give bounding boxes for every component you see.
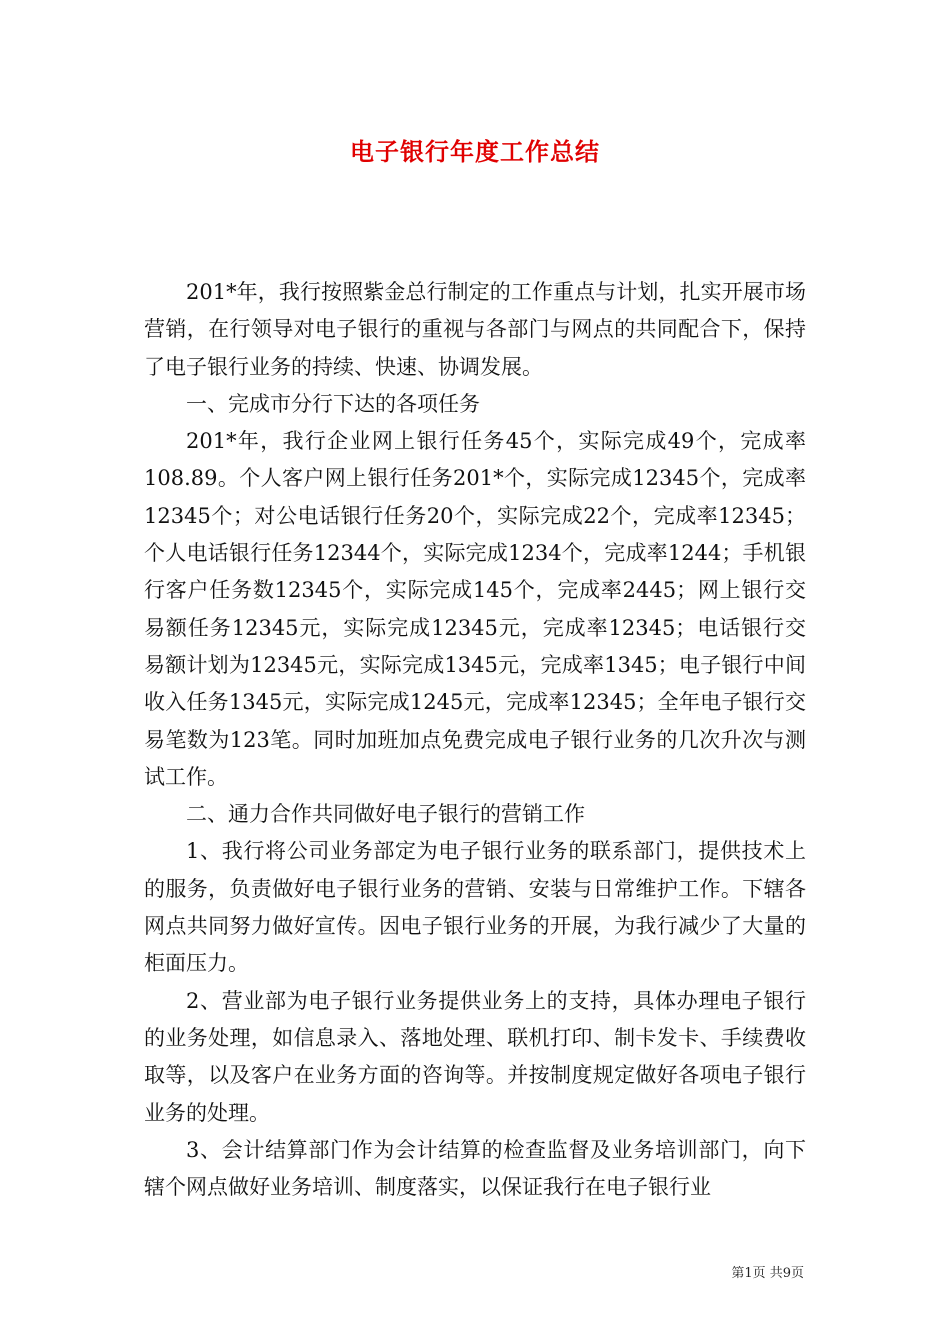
page-number: 第1页 共9页 xyxy=(731,1266,804,1281)
section-heading-2: 二、通力合作共同做好电子银行的营销工作 xyxy=(186,802,585,827)
paragraph-intro: 201*年，我行按照紫金总行制定的工作重点与计划，扎实开展市场营销，在行领导对电子银行的重视与各部门与网点的共同配合下，保持了电子银行业务的持续、快速、协调发展。 xyxy=(144,280,806,379)
document-title: 电子银行年度工作总结 xyxy=(350,137,600,166)
paragraph-item-3: 3、会计结算部门作为会计结算的检查监督及业务培训部门，向下辖个网点做好业务培训、制度落实，以保证我行在电子银行业 xyxy=(144,1137,806,1200)
paragraph-tasks: 201*年，我行企业网上银行任务45个，实际完成49个，完成率108.89。个人客户网上银行任务201*个，实际完成12345个，完成率12345个；对公电话银行任务20个，实际完成22个，完成率12345；个人电话银行任务12344个，实际完成1234个，完成率1244；手机银行客户任务数12345个，实际完成145个，完成率2445；网上银行交易额任务12345元，实际完成12345元，完成率12345；电话银行交易额计划为12345元，实际完成1345元，完成率1345；电子银行中间收入任务1345元，实际完成1245元，完成率12345；全年电子银行交易笔数为123笔。同时加班加点免费完成电子银行业务的几次升次与测试工作。 xyxy=(144,429,806,789)
section-heading-1: 一、完成市分行下达的各项任务 xyxy=(186,391,480,416)
paragraph-item-1: 1、我行将公司业务部定为电子银行业务的联系部门，提供技术上的服务，负责做好电子银行业务的营销、安装与日常维护工作。下辖各网点共同努力做好宣传。因电子银行业务的开展，为我行减少了大量的柜面压力。 xyxy=(144,839,806,976)
document-body xyxy=(144,274,806,1206)
paragraph-item-2: 2、营业部为电子银行业务提供业务上的支持，具体办理电子银行的业务处理，如信息录入、落地处理、联机打印、制卡发卡、手续费收取等，以及客户在业务方面的咨询等。并按制度规定做好各项电子银行业务的处理。 xyxy=(144,988,806,1125)
